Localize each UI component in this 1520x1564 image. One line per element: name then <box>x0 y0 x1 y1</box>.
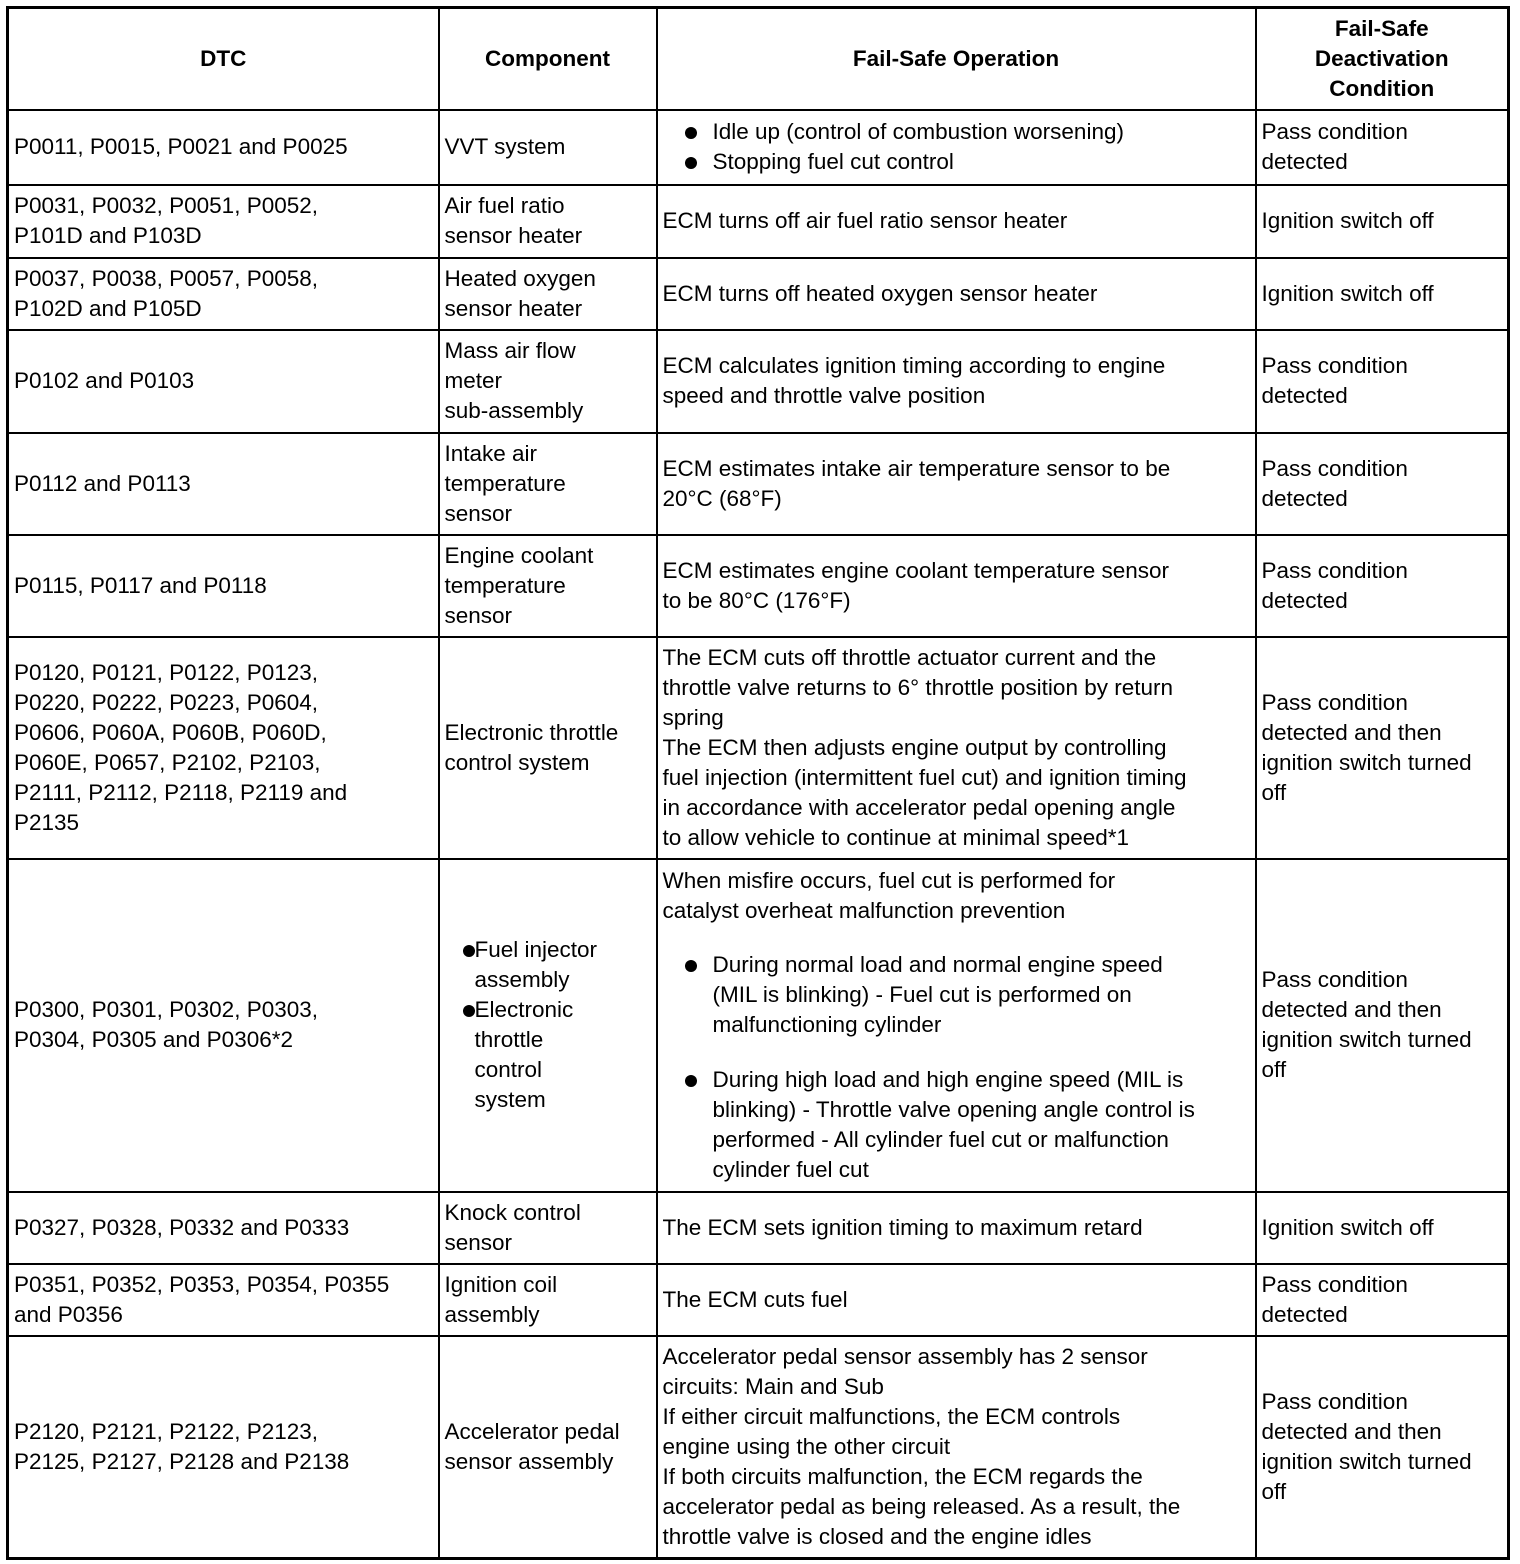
dtc-cell: P0327, P0328, P0332 and P0333 <box>8 1192 439 1264</box>
component-cell: VVT system <box>439 110 657 185</box>
operation-cell: ECM estimates engine coolant temperature sensor to be 80°C (176°F) <box>657 535 1256 637</box>
operation-bullet-item: During high load and high engine speed (MIL is blinking) - Throttle valve opening angle control is performed - All cylinder fuel cut or malfunction cylinder fuel cut <box>663 1065 1250 1185</box>
operation-cell <box>657 859 1256 1192</box>
dtc-cell: P0112 and P0113 <box>8 433 439 535</box>
table-row <box>8 1264 1509 1336</box>
dtc-cell: P0120, P0121, P0122, P0123, P0220, P0222, P0223, P0604, P0606, P060A, P060B, P060D, P060E, P0657, P2102, P2103, P2111, P2112, P2118, P2119 and P2135 <box>8 637 439 859</box>
dtc-cell: P0037, P0038, P0057, P0058, P102D and P105D <box>8 258 439 330</box>
component-cell: Mass air flow meter sub-assembly <box>439 330 657 433</box>
component-cell: Engine coolant temperature sensor <box>439 535 657 637</box>
header-deactivation-condition: Fail-Safe Deactivation Condition <box>1256 8 1509 110</box>
condition-cell: Pass condition detected and then ignition switch turned off <box>1256 637 1509 859</box>
table-row <box>8 433 1509 535</box>
table-row <box>8 535 1509 637</box>
operation-bullet-list <box>663 117 1250 177</box>
component-list <box>445 935 651 1115</box>
condition-cell: Ignition switch off <box>1256 258 1509 330</box>
condition-cell: Pass condition detected <box>1256 1264 1509 1336</box>
operation-cell: ECM turns off heated oxygen sensor heater <box>657 258 1256 330</box>
component-cell: Electronic throttle control system <box>439 637 657 859</box>
component-cell: Accelerator pedal sensor assembly <box>439 1336 657 1559</box>
condition-cell: Ignition switch off <box>1256 185 1509 258</box>
condition-cell: Pass condition detected and then ignition switch turned off <box>1256 859 1509 1192</box>
table-row <box>8 637 1509 859</box>
operation-bullet-item: Idle up (control of combustion worsening) <box>663 117 1250 147</box>
operation-cell: Accelerator pedal sensor assembly has 2 sensor circuits: Main and Sub If either circuit malfunctions, the ECM controls engine using the other circuit If both circuits malfunction, the ECM regards the accelerator pedal as being released. As a result, the throttle valve is closed and the engine idles <box>657 1336 1256 1559</box>
table-row <box>8 258 1509 330</box>
table-row <box>8 859 1509 1192</box>
component-cell: Heated oxygen sensor heater <box>439 258 657 330</box>
component-cell: Air fuel ratio sensor heater <box>439 185 657 258</box>
operation-cell: The ECM cuts fuel <box>657 1264 1256 1336</box>
component-cell: Intake air temperature sensor <box>439 433 657 535</box>
dtc-cell: P0031, P0032, P0051, P0052, P101D and P103D <box>8 185 439 258</box>
condition-cell: Ignition switch off <box>1256 1192 1509 1264</box>
component-cell: Knock control sensor <box>439 1192 657 1264</box>
component-list-item: Electronic throttle control system <box>445 995 651 1115</box>
operation-cell: ECM estimates intake air temperature sensor to be 20°C (68°F) <box>657 433 1256 535</box>
table-row <box>8 1192 1509 1264</box>
dtc-cell: P0115, P0117 and P0118 <box>8 535 439 637</box>
fail-safe-table <box>6 6 1510 1560</box>
header-dtc: DTC <box>8 8 439 110</box>
dtc-cell: P2120, P2121, P2122, P2123, P2125, P2127, P2128 and P2138 <box>8 1336 439 1559</box>
condition-cell: Pass condition detected <box>1256 110 1509 185</box>
component-cell: Ignition coil assembly <box>439 1264 657 1336</box>
component-cell <box>439 859 657 1192</box>
table-body <box>8 110 1509 1559</box>
dtc-cell: P0011, P0015, P0021 and P0025 <box>8 110 439 185</box>
component-list-item: Fuel injector assembly <box>445 935 651 995</box>
condition-cell: Pass condition detected <box>1256 330 1509 433</box>
dtc-cell: P0102 and P0103 <box>8 330 439 433</box>
header-fail-safe-operation: Fail-Safe Operation <box>657 8 1256 110</box>
operation-cell: ECM calculates ignition timing according to engine speed and throttle valve position <box>657 330 1256 433</box>
condition-cell: Pass condition detected <box>1256 535 1509 637</box>
header-row <box>8 8 1509 110</box>
operation-bullet-list <box>663 950 1250 1185</box>
operation-cell <box>657 110 1256 185</box>
condition-cell: Pass condition detected <box>1256 433 1509 535</box>
table-row <box>8 185 1509 258</box>
operation-cell: ECM turns off air fuel ratio sensor heater <box>657 185 1256 258</box>
dtc-cell: P0300, P0301, P0302, P0303, P0304, P0305 and P0306*2 <box>8 859 439 1192</box>
table-row <box>8 110 1509 185</box>
dtc-cell: P0351, P0352, P0353, P0354, P0355 and P0356 <box>8 1264 439 1336</box>
table-row <box>8 330 1509 433</box>
operation-cell: The ECM sets ignition timing to maximum retard <box>657 1192 1256 1264</box>
operation-bullet-item: During normal load and normal engine speed (MIL is blinking) - Fuel cut is performed on malfunctioning cylinder <box>663 950 1250 1040</box>
table-row <box>8 1336 1509 1559</box>
operation-cell: The ECM cuts off throttle actuator current and the throttle valve returns to 6° throttle position by return spring The ECM then adjusts engine output by controlling fuel injection (intermittent fuel cut) and ignition timing in accordance with accelerator pedal opening angle to allow vehicle to continue at minimal speed*1 <box>657 637 1256 859</box>
operation-bullet-item: Stopping fuel cut control <box>663 147 1250 177</box>
header-component: Component <box>439 8 657 110</box>
operation-intro: When misfire occurs, fuel cut is performed for catalyst overheat malfunction prevention <box>662 867 1116 923</box>
condition-cell: Pass condition detected and then ignition switch turned off <box>1256 1336 1509 1559</box>
